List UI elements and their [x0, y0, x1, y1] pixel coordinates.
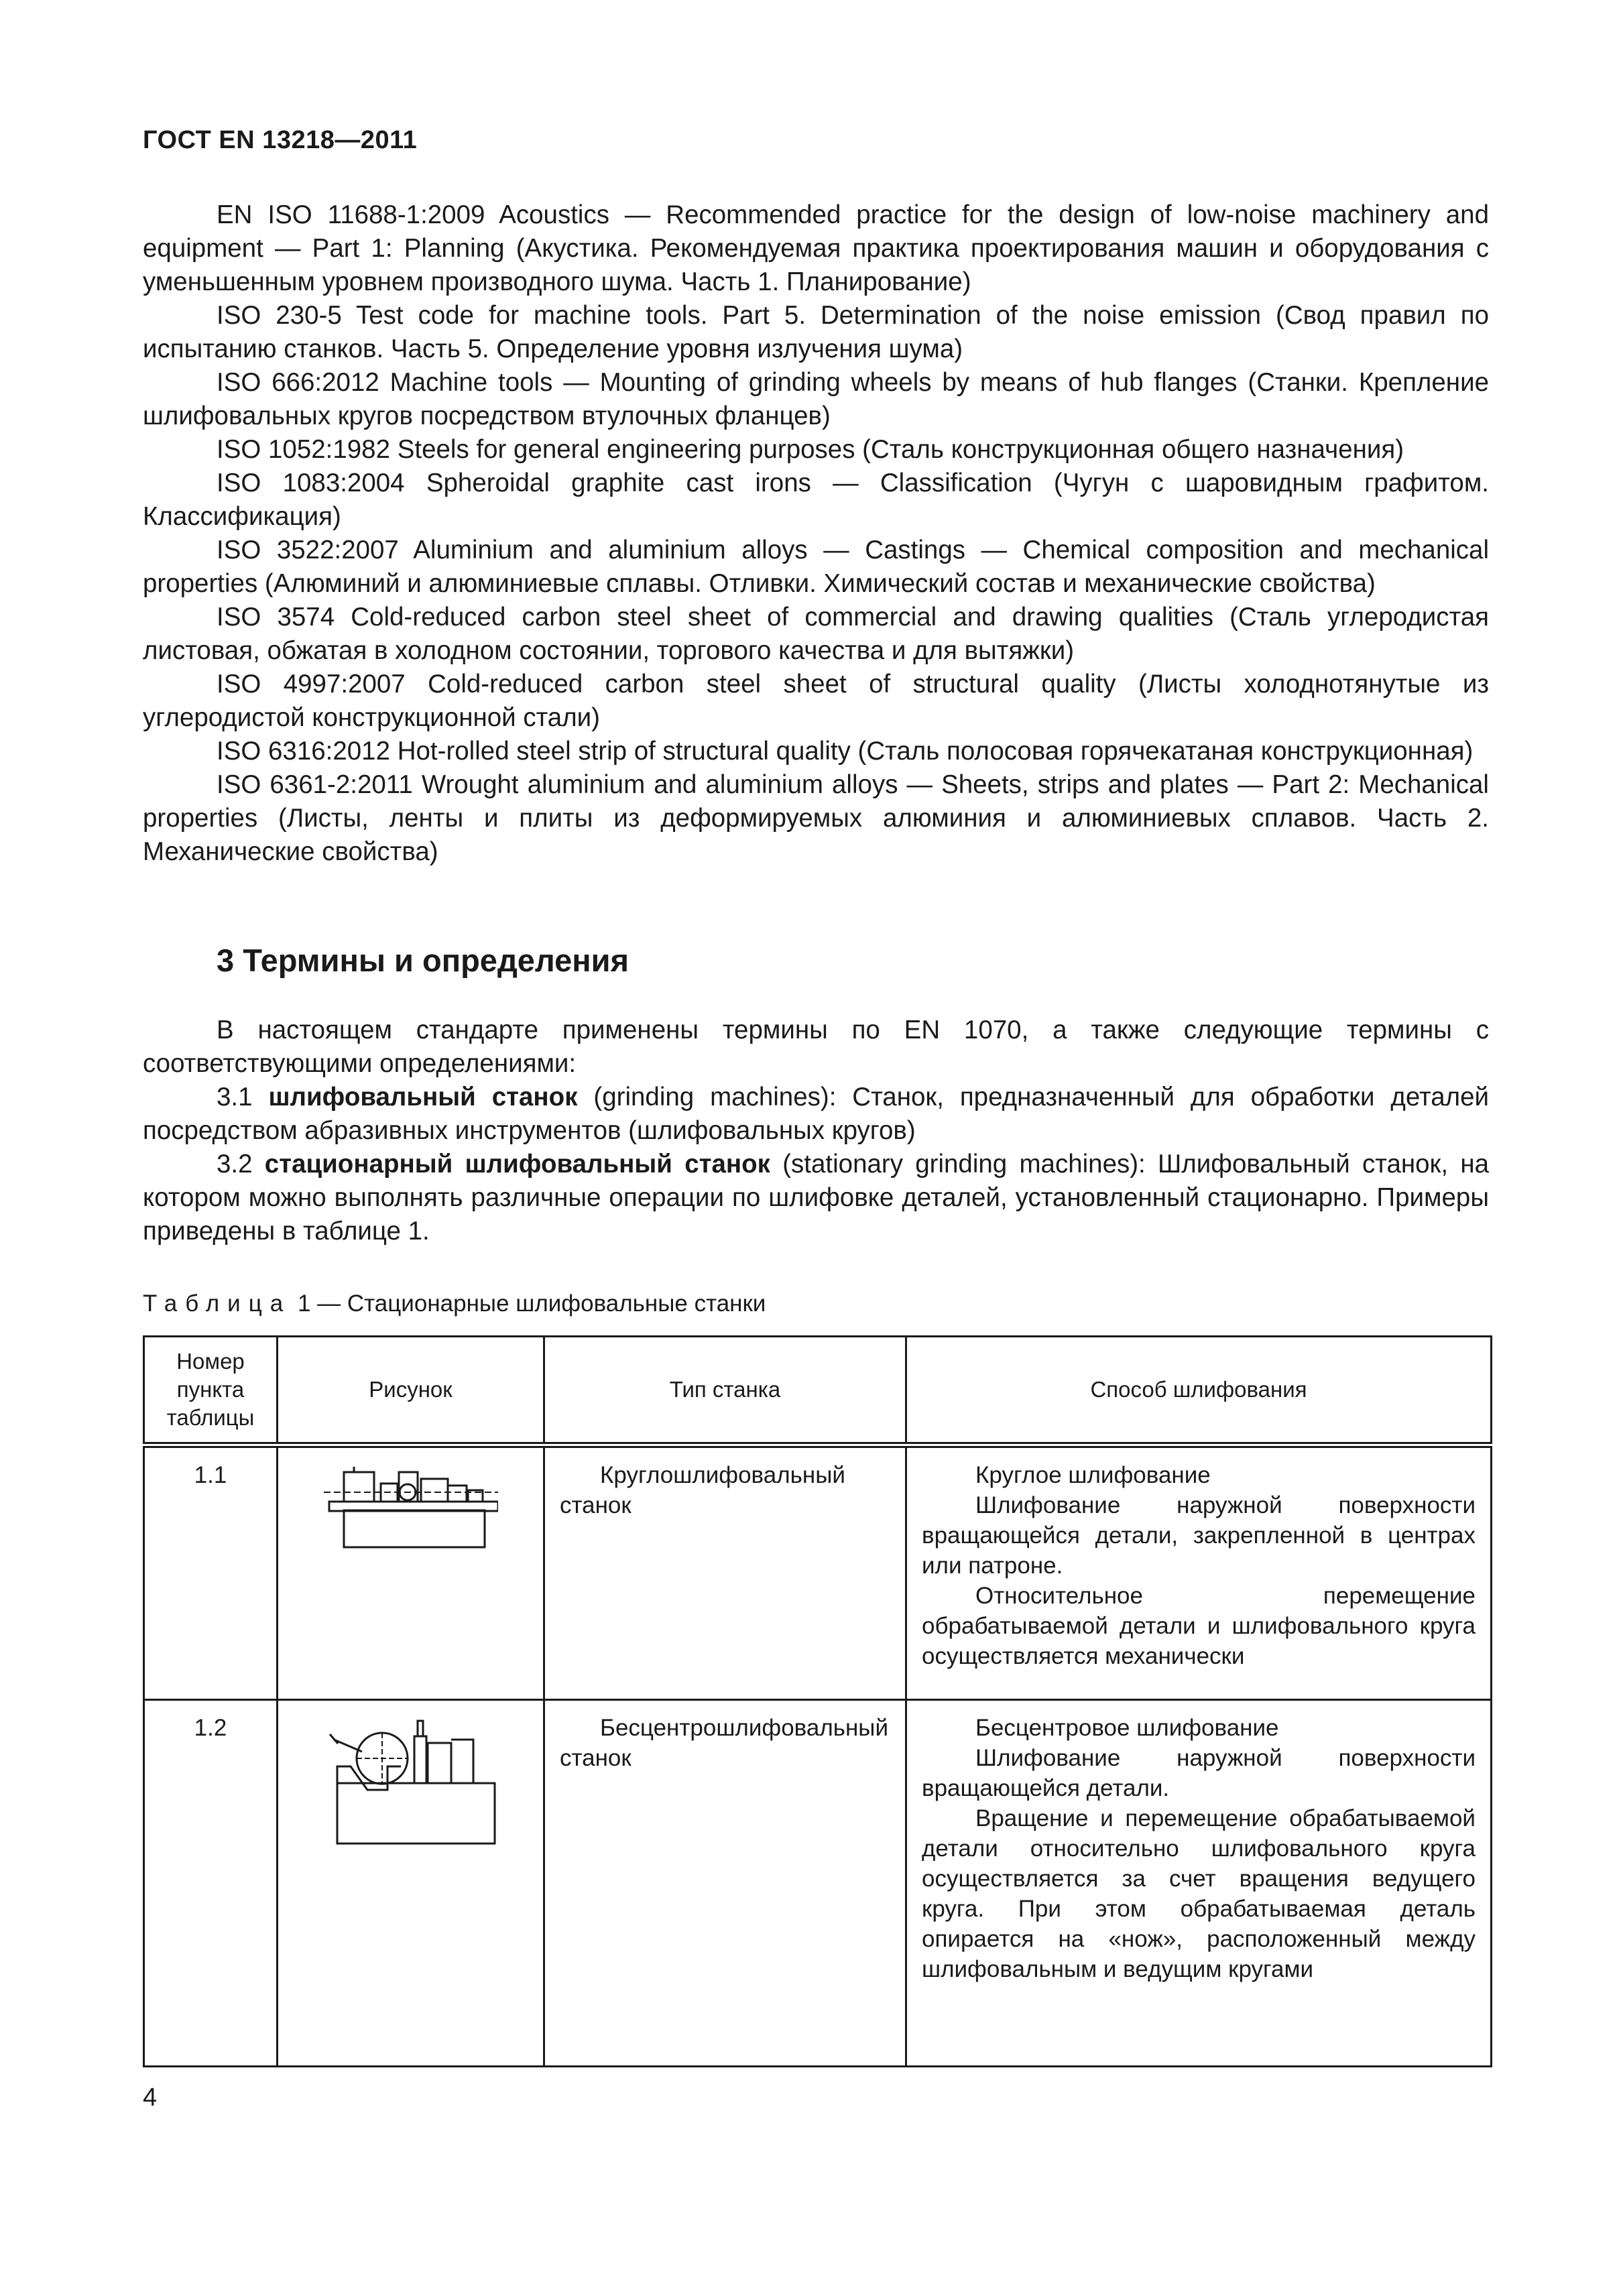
method-paragraph: Вращение и перемещение обрабатываемой детали относительно шлифовального круга осуществляется за счет вращения ведущего круга. При этом обрабатываемая деталь опирается на «нож», расположенный между шлифовальным и ведущим кругами — [922, 1805, 1476, 1982]
machines-table — [143, 1335, 1492, 2067]
reference-item: ISO 1083:2004 Spheroidal graphite cast irons — Classification (Чугун с шаровидным графитом. Классификация) — [143, 469, 1489, 531]
header-num: Номер пункта таблицы — [144, 1337, 278, 1445]
grinding-method — [906, 1700, 1492, 2067]
machine-type — [544, 1700, 906, 2067]
reference-item: ISO 666:2012 Machine tools — Mounting of grinding wheels by means of hub flanges (Станки. Крепление шлифовальных кругов посредством втулочных фланцев) — [143, 368, 1489, 430]
table-caption-text: 1 — Стационарные шлифовальные станки — [297, 1290, 766, 1317]
figure-cell — [278, 1445, 544, 1700]
method-title: Бесцентровое шлифование — [975, 1715, 1279, 1741]
reference-item: ISO 6361-2:2011 Wrought aluminium and aluminium alloys — Sheets, strips and plates — Part 2: Mechanical properties (Листы, ленты и плиты из деформируемых алюминия и алюминиевых сплавов. Часть 2. Механические свойства) — [143, 770, 1489, 866]
term-definition — [143, 1148, 1489, 1248]
cylindrical-grinder-figure — [324, 1460, 498, 1554]
table-caption-label: Таблица — [143, 1290, 292, 1317]
table-row — [144, 1700, 1492, 2067]
term-name: шлифовальный станок — [268, 1083, 578, 1111]
grinding-method — [906, 1445, 1492, 1700]
reference-item: ISO 1052:1982 Steels for general engineering purposes (Сталь конструкционная общего назначения) — [217, 435, 1404, 464]
terms-intro: В настоящем стандарте применены термины по EN 1070, а также следующие термины с соответствующими определениями: — [143, 1016, 1489, 1078]
section-title: 3 Термины и определения — [217, 943, 629, 978]
header-type: Тип станка — [544, 1337, 906, 1445]
term-text: (stationary grinding machines): Шлифовальный станок, на котором можно выполнять различные операции по шлифовке деталей, установленный стационарно. Примеры приведены в таблице 1. — [143, 1150, 1490, 1246]
reference-item: EN ISO 11688-1:2009 Acoustics — Recommended practice for the design of low-noise machinery and equipment — Part 1: Planning (Акустика. Рекомендуемая практика проектирования машин и оборудования с уменьшенным уровнем производного шума. Часть 1. Планирование) — [143, 200, 1489, 296]
normative-references — [143, 198, 1489, 869]
page-number: 4 — [143, 2083, 158, 2112]
machine-type — [544, 1445, 906, 1700]
reference-item: ISO 4997:2007 Cold-reduced carbon steel sheet of structural quality (Листы холоднотянутые из углеродистой конструкционной стали) — [143, 670, 1489, 732]
reference-item: ISO 6316:2012 Hot-rolled steel strip of structural quality (Сталь полосовая горячекатаная конструкционная) — [217, 737, 1474, 766]
machine-type-text: Круглошлифовальный станок — [560, 1462, 845, 1518]
terms-section — [143, 1014, 1489, 1248]
centerless-grinder-figure — [320, 1713, 501, 1847]
method-paragraph: Шлифование наружной поверхности вращающейся детали. — [922, 1745, 1476, 1801]
term-text: (grinding machines): Станок, предназначенный для обработки деталей посредством абразивных инструментов (шлифовальных кругов) — [143, 1083, 1489, 1145]
reference-item: ISO 3574 Cold-reduced carbon steel sheet of commercial and drawing qualities (Сталь углеродистая листовая, обжатая в холодном состоянии, торгового качества и для вытяжки) — [143, 603, 1489, 665]
row-number: 1.1 — [144, 1445, 278, 1700]
term-name: стационарный шлифовальный станок — [264, 1150, 770, 1179]
method-title: Круглое шлифование — [975, 1462, 1211, 1488]
table-caption — [143, 1290, 766, 1317]
header-method: Способ шлифования — [906, 1337, 1492, 1445]
term-number: 3.1 — [217, 1083, 253, 1111]
document-header: ГОСТ EN 13218—2011 — [143, 126, 418, 154]
method-paragraph: Относительное перемещение обрабатываемой детали и шлифовального круга осуществляется механически — [922, 1583, 1476, 1669]
term-number: 3.2 — [217, 1150, 253, 1179]
machine-type-text: Бесцентрошлифовальный станок — [560, 1715, 889, 1771]
figure-cell — [278, 1700, 544, 2067]
table-row — [144, 1445, 1492, 1700]
reference-item: ISO 230-5 Test code for machine tools. Part 5. Determination of the noise emission (Свод правил по испытанию станков. Часть 5. Определение уровня излучения шума) — [143, 301, 1489, 363]
reference-item: ISO 3522:2007 Aluminium and aluminium alloys — Castings — Chemical composition and mechanical properties (Алюминий и алюминиевые сплавы. Отливки. Химический состав и механические свойства) — [143, 536, 1489, 598]
row-number: 1.2 — [144, 1700, 278, 2067]
method-paragraph: Шлифование наружной поверхности вращающейся детали, закрепленной в центрах или патроне. — [922, 1492, 1476, 1579]
term-definition — [143, 1081, 1489, 1148]
table-header-row — [144, 1337, 1492, 1445]
header-figure: Рисунок — [278, 1337, 544, 1445]
